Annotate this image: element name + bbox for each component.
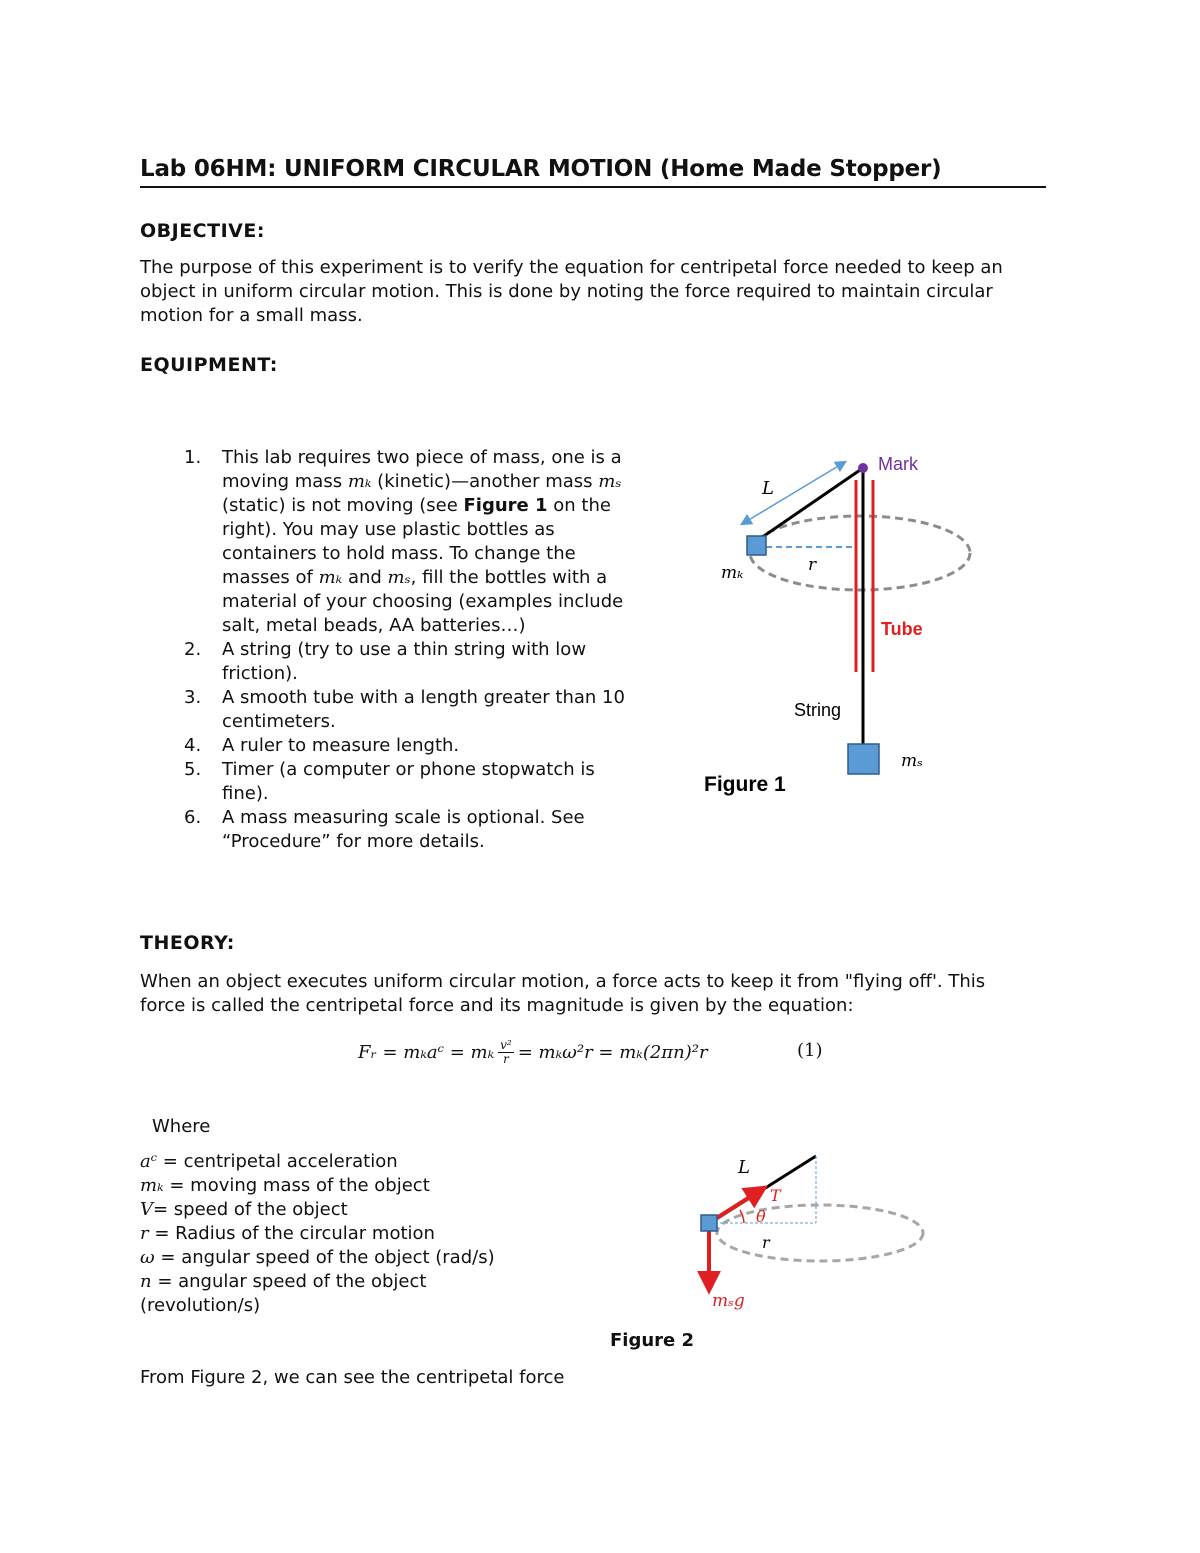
definition: n = angular speed of the object — [140, 1271, 427, 1292]
definition: (revolution/s) — [140, 1295, 261, 1316]
l-label: L — [762, 478, 774, 499]
equation-rhs: = mₖω²r = mₖ(2πn)²r — [517, 1041, 708, 1063]
r-label: r — [808, 555, 817, 575]
equation-fraction: $\frac{\text{v²}}{r}$ — [500, 1037, 512, 1066]
moving-mass-block — [701, 1215, 717, 1231]
mk-label: mₖ — [721, 563, 744, 583]
closing-text: From Figure 2, we can see the centripetal force — [140, 1367, 565, 1388]
definitions-list — [140, 1150, 560, 1318]
orbit-ellipse — [717, 1205, 923, 1261]
figure-1-caption: Figure 1 — [704, 773, 786, 796]
figure-1-diagram — [690, 440, 1020, 810]
static-mass-block — [848, 744, 879, 774]
moving-mass-block — [747, 536, 766, 555]
equation-lhs: Fᵣ = mₖaᶜ = mₖ — [358, 1041, 495, 1063]
objective-line: motion for a small mass. — [140, 305, 363, 326]
theta-label: θ — [756, 1207, 766, 1226]
list-item: 6. A mass measuring scale is optional. See “Procedure” for more details. — [184, 807, 585, 852]
orbit-ellipse — [750, 516, 970, 590]
equipment-heading: EQUIPMENT: — [140, 354, 278, 376]
list-item: 3. A smooth tube with a length greater than 10 centimeters. — [184, 687, 625, 732]
list-item: 2. A string (try to use a thin string with low friction). — [184, 639, 587, 684]
weight-label: mₛg — [712, 1291, 745, 1311]
list-item: 4. A ruler to measure length. — [184, 735, 460, 756]
definition: aᶜ = centripetal acceleration — [140, 1151, 398, 1172]
theory-line: When an object executes uniform circular motion, a force acts to keep it from "flying off'. This — [140, 971, 986, 992]
where-label: Where — [152, 1116, 211, 1137]
theory-text — [140, 970, 1070, 1018]
r-label: r — [762, 1233, 770, 1252]
objective-text — [140, 256, 1070, 328]
figure-2-diagram — [690, 1145, 940, 1315]
l-label: L — [738, 1157, 750, 1178]
objective-heading: OBJECTIVE: — [140, 220, 265, 242]
list-item: 5. Timer (a computer or phone stopwatch is fine). — [184, 759, 595, 804]
page-title: Lab 06HM: UNIFORM CIRCULAR MOTION (Home Made Stopper) — [140, 156, 1046, 188]
list-item: 1. This lab requires two piece of mass, one is a moving mass mₖ (kinetic)—another mass mₛ (static) is not moving (see Figure 1 on the right). You may use plastic bottles as containers to hold mass. To change the masses of mₖ and mₛ, fill the bottles with a material of your choosing (examples include salt, metal beads, AA batteries…) — [184, 447, 624, 636]
theory-heading: THEORY: — [140, 932, 235, 954]
definition: ω = angular speed of the object (rad/s) — [140, 1247, 495, 1268]
t-label: T — [770, 1186, 781, 1205]
tube-label: Tube — [881, 619, 923, 639]
equipment-list — [184, 446, 664, 854]
equation-number: (1) — [797, 1040, 823, 1061]
definition: V= speed of the object — [140, 1199, 348, 1220]
figure-2-caption: Figure 2 — [610, 1330, 695, 1351]
mark-dot — [858, 463, 868, 473]
string-label: String — [794, 700, 842, 720]
definition: mₖ = moving mass of the object — [140, 1175, 430, 1196]
objective-line: object in uniform circular motion. This is done by noting the force required to maintain circular — [140, 281, 993, 302]
objective-line: The purpose of this experiment is to verify the equation for centripetal force needed to keep an — [140, 257, 1003, 278]
definition: r = Radius of the circular motion — [140, 1223, 435, 1244]
theory-line: force is called the centripetal force and its magnitude is given by the equation: — [140, 995, 854, 1016]
centripetal-equation — [358, 1034, 708, 1070]
ms-label: mₛ — [901, 751, 923, 771]
mark-label: Mark — [878, 454, 918, 474]
